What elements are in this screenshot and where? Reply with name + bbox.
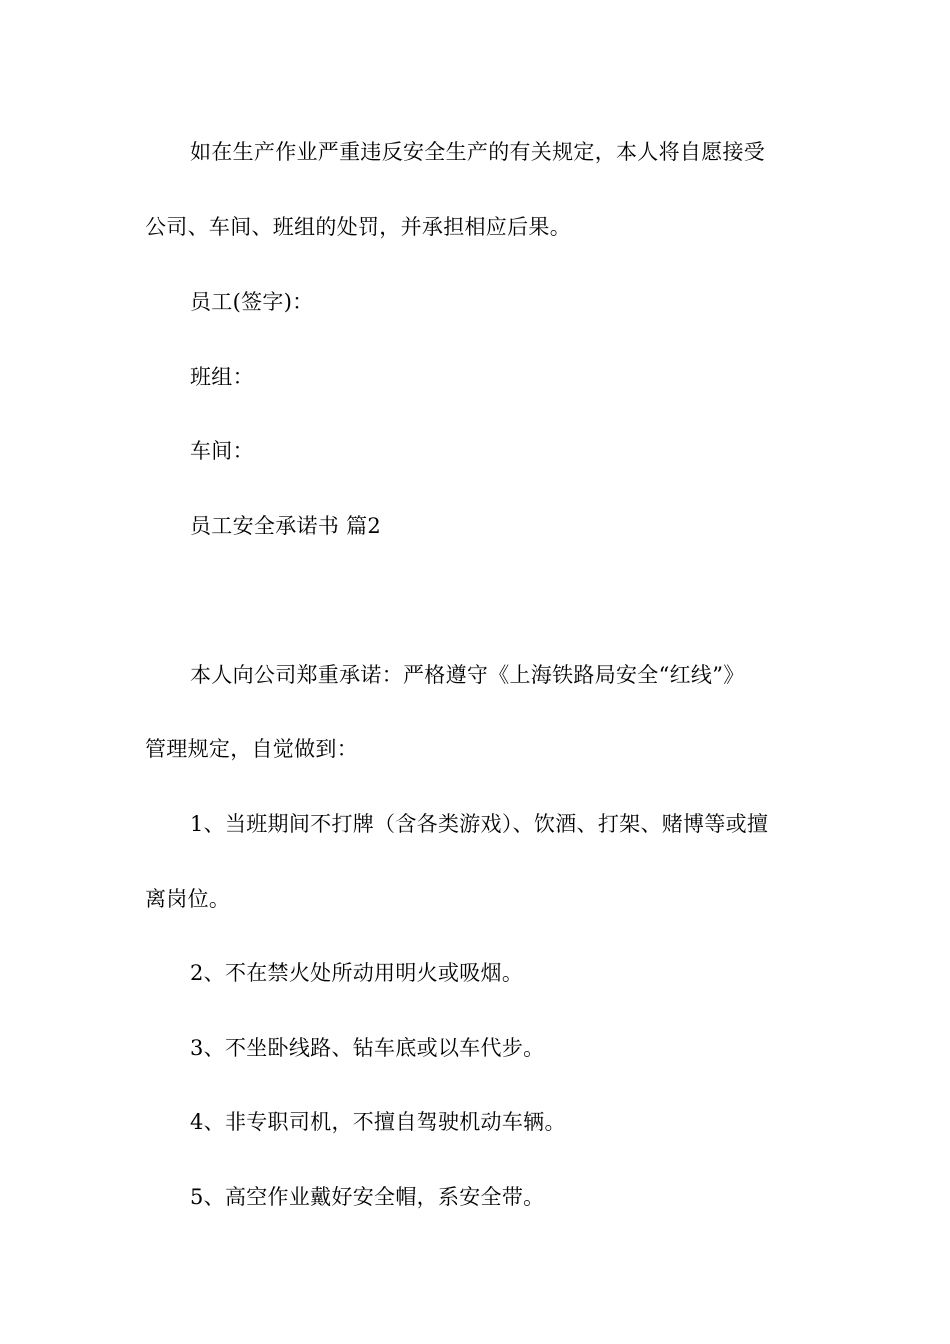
list-item-5: 5、高空作业戴好安全帽，系安全带。 (190, 1185, 545, 1209)
section-heading: 员工安全承诺书 篇2 (190, 514, 382, 538)
list-item-4: 4、非专职司机，不擅自驾驶机动车辆。 (190, 1110, 566, 1134)
list-item-2: 2、不在禁火处所动用明火或吸烟。 (190, 961, 524, 985)
paragraph-line-4: 管理规定，自觉做到： (145, 737, 358, 761)
workshop-label: 车间： (190, 439, 254, 463)
list-item-1-line-2: 离岗位。 (145, 887, 231, 911)
paragraph-line-1: 如在生产作业严重违反安全生产的有关规定，本人将自愿接受 (190, 140, 766, 164)
paragraph-line-2: 公司、车间、班组的处罚，并承担相应后果。 (145, 215, 571, 239)
paragraph-line-3: 本人向公司郑重承诺：严格遵守《上海铁路局安全“红线”》 (190, 663, 745, 687)
list-item-1-line-1: 1、当班期间不打牌（含各类游戏）、饮酒、打架、赌博等或擅 (190, 812, 769, 836)
employee-signature-label: 员工(签字)： (190, 290, 314, 314)
team-label: 班组： (190, 365, 254, 389)
list-item-3: 3、不坐卧线路、钻车底或以车代步。 (190, 1036, 545, 1060)
